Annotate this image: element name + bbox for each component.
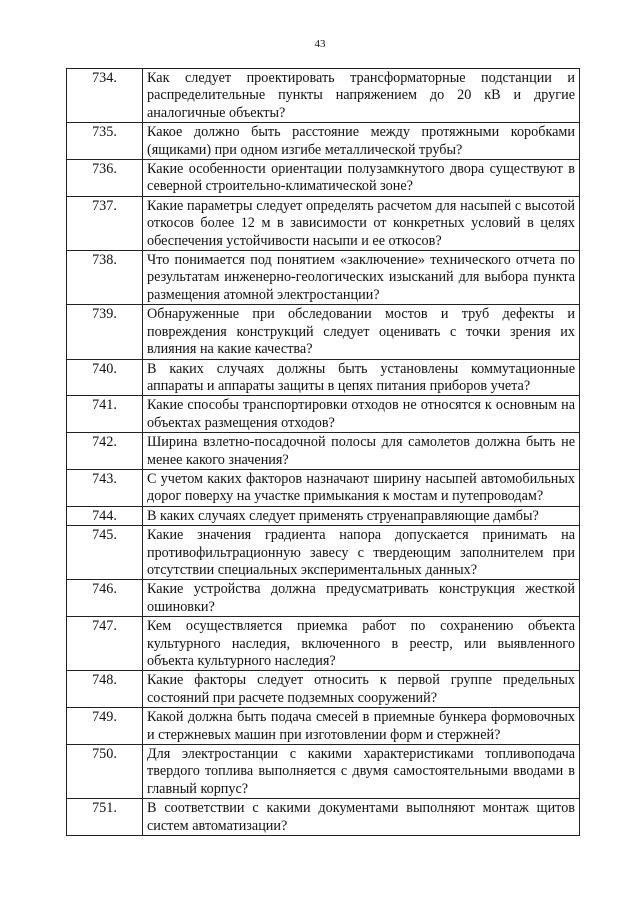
question-text: Какие устройства должна предусматривать конструкция жесткой ошиновки? [143,580,580,617]
question-number: 749. [67,708,143,745]
table-row [67,799,580,836]
question-text: Какие значения градиента напора допускается принимать на противофильтрационную завесу с твердеющим заполнителем при отсутствии специальных экспериментальных данных? [143,526,580,580]
table-row [67,305,580,359]
question-text: В соответствии с какими документами выполняют монтаж щитов систем автоматизации? [143,799,580,836]
table-row [67,708,580,745]
question-number: 742. [67,433,143,470]
question-text: Для электростанции с какими характеристиками топливоподача твердого топлива выполняется с двумя самостоятельными вводами в главный корпус? [143,745,580,799]
question-number: 738. [67,251,143,305]
question-text: Какие параметры следует определять расчетом для насыпей с высотой откосов более 12 м в зависимости от конкретных условий в целях обеспечения устойчивости насыпи и ее откосов? [143,196,580,250]
table-row [67,123,580,160]
table-row [67,433,580,470]
question-text: Какое должно быть расстояние между протяжными коробками (ящиками) при одном изгибе металлической трубы? [143,123,580,160]
question-text: Обнаруженные при обследовании мостов и труб дефекты и повреждения конструкций следует оценивать с точки зрения их влияния на какие качества? [143,305,580,359]
table-row [67,580,580,617]
table-row [67,671,580,708]
question-number: 745. [67,526,143,580]
table-row [67,160,580,197]
question-number: 751. [67,799,143,836]
question-number: 739. [67,305,143,359]
question-text: Ширина взлетно-посадочной полосы для самолетов должна быть не менее какого значения? [143,433,580,470]
question-text: В каких случаях следует применять струенаправляющие дамбы? [143,506,580,525]
question-text: Что понимается под понятием «заключение» технического отчета по результатам инженерно-геологических изысканий для выбора пункта размещения атомной электростанции? [143,251,580,305]
table-row [67,617,580,671]
question-text: Как следует проектировать трансформаторные подстанции и распределительные пункты напряжением до 20 кВ и другие аналогичные объекты? [143,69,580,123]
table-row [67,251,580,305]
table-row [67,396,580,433]
question-text: Какие факторы следует относить к первой группе предельных состояний при расчете подземных сооружений? [143,671,580,708]
question-text: Какие особенности ориентации полузамкнутого двора существуют в северной строительно-климатической зоне? [143,160,580,197]
question-text: Какой должна быть подача смесей в приемные бункера формовочных и стержневых машин при изготовлении форм и стержней? [143,708,580,745]
question-text: Кем осуществляется приемка работ по сохранению объекта культурного наследия, включенного в реестр, или выявленного объекта культурного наследия? [143,617,580,671]
page-number: 43 [314,38,326,50]
question-number: 734. [67,69,143,123]
question-number: 750. [67,745,143,799]
table-row [67,69,580,123]
table-row [67,526,580,580]
question-number: 744. [67,506,143,525]
question-number: 740. [67,359,143,396]
question-number: 746. [67,580,143,617]
question-number: 741. [67,396,143,433]
question-text: Какие способы транспортировки отходов не относятся к основным на объектах размещения отходов? [143,396,580,433]
question-text: С учетом каких факторов назначают ширину насыпей автомобильных дорог поверху на участке примыкания к мостам и путепроводам? [143,469,580,506]
questions-table [66,68,580,836]
table-row [67,469,580,506]
question-number: 737. [67,196,143,250]
question-text: В каких случаях должны быть установлены коммутационные аппараты и аппараты защиты в цепях питания приборов учета? [143,359,580,396]
question-number: 735. [67,123,143,160]
table-row [67,506,580,525]
question-number: 748. [67,671,143,708]
question-number: 747. [67,617,143,671]
question-number: 736. [67,160,143,197]
table-row [67,359,580,396]
table-row [67,196,580,250]
table-row [67,745,580,799]
question-number: 743. [67,469,143,506]
